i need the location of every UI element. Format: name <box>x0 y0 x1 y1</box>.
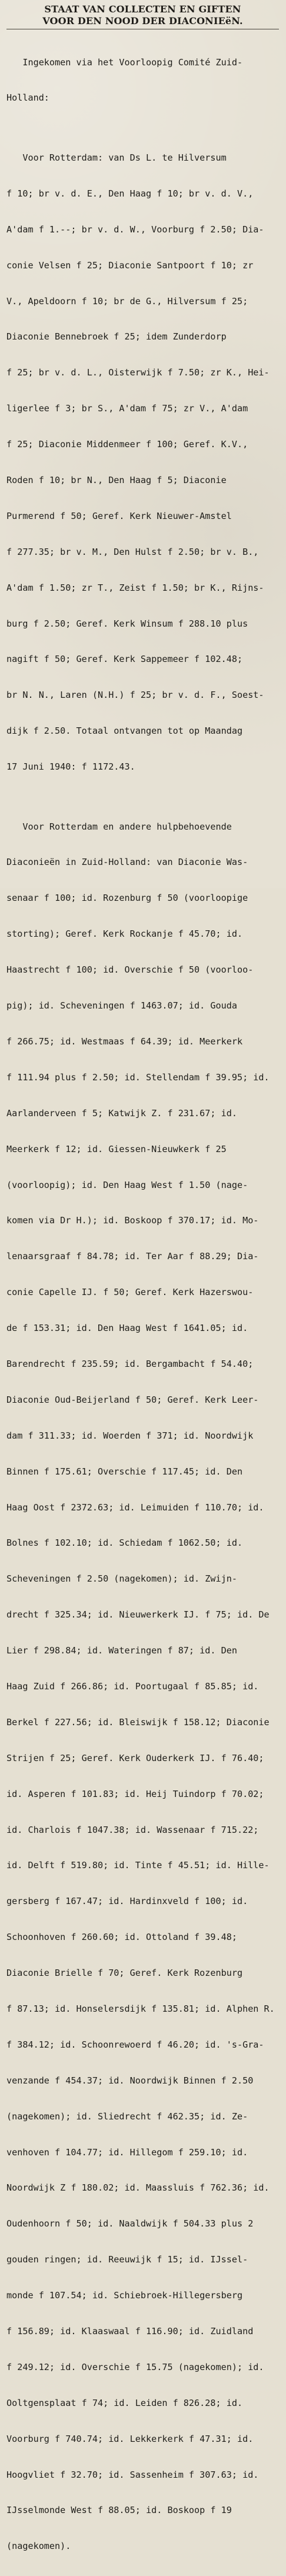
article-line: dam f 311.33; id. Woerden f 371; id. Noordwijk <box>6 1430 254 1441</box>
article-line: Diaconie Oud-Beijerland f 50; Geref. Kerk Leer- <box>6 1394 259 1405</box>
article-line: Voor Rotterdam en andere hulpbehoevende <box>6 821 232 832</box>
article-line: f 156.89; id. Klaaswaal f 116.90; id. Zuidland <box>6 2326 254 2337</box>
article-line: (nagekomen). <box>6 2541 71 2552</box>
article-line: Binnen f 175.61; Overschie f 117.45; id. Den <box>6 1466 243 1477</box>
article-line: f 87.13; id. Honselersdijk f 135.81; id. Alphen R. <box>6 2003 275 2014</box>
article-line: lenaarsgraaf f 84.78; id. Ter Aar f 88.29; Dia- <box>6 1251 259 1262</box>
article-line: Diaconieën in Zuid-Holland: van Diaconie Was- <box>6 857 248 868</box>
article-line: Diaconie Bennebroek f 25; idem Zunderdorp <box>6 331 227 342</box>
article-line: komen via Dr H.); id. Boskoop f 370.17; id. Mo- <box>6 1215 259 1226</box>
article-body <box>6 32 279 2576</box>
article-line: A'dam f 1.50; zr T., Zeist f 1.50; br K., Rijns- <box>6 582 264 593</box>
article-line: 17 Juni 1940: f 1172.43. <box>6 761 135 773</box>
article-line: Lier f 298.84; id. Wateringen f 87; id. Den <box>6 1645 237 1656</box>
article-line: Scheveningen f 2.50 (nagekomen); id. Zwijn- <box>6 1573 237 1585</box>
article-line: gouden ringen; id. Reeuwijk f 15; id. IJssel- <box>6 2254 248 2265</box>
article-line: f 10; br v. d. E., Den Haag f 10; br v. d. V., <box>6 188 254 199</box>
article-line: Purmerend f 50; Geref. Kerk Nieuwer-Amstel <box>6 510 232 521</box>
article-line: de f 153.31; id. Den Haag West f 1641.05; id. <box>6 1323 248 1334</box>
article-line: id. Delft f 519.80; id. Tinte f 45.51; id. Hille- <box>6 1860 270 1871</box>
article-line: Strijen f 25; Geref. Kerk Ouderkerk IJ. f 76.40; <box>6 1752 264 1763</box>
article-line: f 111.94 plus f 2.50; id. Stellendam f 39.95; id. <box>6 1071 270 1083</box>
article-line: Bolnes f 102.10; id. Schiedam f 1062.50; id. <box>6 1537 243 1549</box>
article-line: drecht f 325.34; id. Nieuwerkerk IJ. f 75; id. De <box>6 1609 270 1620</box>
article-line: Hoogvliet f 32.70; id. Sassenheim f 307.63; id. <box>6 2469 259 2480</box>
article-line: pig); id. Scheveningen f 1463.07; id. Gouda <box>6 1000 237 1011</box>
article-line: venzande f 454.37; id. Noordwijk Binnen f 2.50 <box>6 2075 254 2086</box>
article-line: Schoonhoven f 260.60; id. Ottoland f 39.48; <box>6 1932 237 1943</box>
article-line: f 277.35; br v. M., Den Hulst f 2.50; br v. B., <box>6 546 259 557</box>
article-line: dijk f 2.50. Totaal ontvangen tot op Maandag <box>6 725 243 737</box>
intro-line: Holland: <box>6 92 49 104</box>
article-line: Voor Rotterdam: van Ds L. te Hilversum <box>6 152 227 163</box>
article-line: (nagekomen); id. Sliedrecht f 462.35; id. Ze- <box>6 2111 248 2122</box>
article-line: Haag Oost f 2372.63; id. Leimuiden f 110.70; id. <box>6 1502 264 1513</box>
article-line: Berkel f 227.56; id. Bleiswijk f 158.12; Diaconie <box>6 1716 270 1728</box>
title-line-1: STAAT VAN COLLECTEN EN GIFTEN <box>44 4 241 15</box>
article-line: (voorloopig); id. Den Haag West f 1.50 (nage- <box>6 1179 248 1190</box>
article-line: br N. N., Laren (N.H.) f 25; br v. d. F., Soest- <box>6 690 264 701</box>
article-line: A'dam f 1.--; br v. d. W., Voorburg f 2.50; Dia- <box>6 224 264 235</box>
article-line: id. Asperen f 101.83; id. Heij Tuindorp f 70.02; <box>6 1788 264 1799</box>
rotterdam-paragraph <box>6 128 279 797</box>
article-line: ligerlee f 3; br S., A'dam f 75; zr V., A'dam <box>6 403 248 414</box>
article-line: Noordwijk Z f 180.02; id. Maassluis f 762.36; id. <box>6 2182 270 2194</box>
article-line: Haag Zuid f 266.86; id. Poortugaal f 85.85; id. <box>6 1680 259 1692</box>
zuid-holland-paragraph <box>6 797 279 2576</box>
article-line: f 25; br v. d. L., Oisterwijk f 7.50; zr K., Hei- <box>6 367 270 378</box>
title-line-2: VOOR DEN NOOD DER DIACONIEëN. <box>42 15 243 26</box>
article-line: venhoven f 104.77; id. Hillegom f 259.10; id. <box>6 2146 248 2158</box>
article-line: burg f 2.50; Geref. Kerk Winsum f 288.10 plus <box>6 618 248 629</box>
article-line: f 249.12; id. Overschie f 15.75 (nagekomen); id. <box>6 2361 264 2372</box>
article-line: f 266.75; id. Westmaas f 64.39; id. Meerkerk <box>6 1036 243 1047</box>
article-line: Diaconie Brielle f 70; Geref. Kerk Rozenburg <box>6 1968 243 1979</box>
article-line: Oudenhoorn f 50; id. Naaldwijk f 504.33 plus 2 <box>6 2218 254 2229</box>
article-line: conie Capelle IJ. f 50; Geref. Kerk Hazerswou- <box>6 1287 254 1298</box>
article-line: monde f 107.54; id. Schiebroek-Hillegersberg <box>6 2290 243 2301</box>
intro-paragraph <box>6 32 279 128</box>
article-line: Voorburg f 740.74; id. Lekkerkerk f 47.31; id. <box>6 2433 254 2444</box>
intro-line: Ingekomen via het Voorloopig Comité Zuid- <box>6 56 243 68</box>
article-line: Haastrecht f 100; id. Overschie f 50 (voorloo- <box>6 964 254 976</box>
article-line: V., Apeldoorn f 10; br de G., Hilversum f 25; <box>6 295 248 307</box>
article-line: senaar f 100; id. Rozenburg f 50 (voorloopige <box>6 893 248 904</box>
article-line: f 384.12; id. Schoonrewoerd f 46.20; id. 's-Gra- <box>6 2039 264 2050</box>
article-line: Aarlanderveen f 5; Katwijk Z. f 231.67; id. <box>6 1107 237 1119</box>
article-line: id. Charlois f 1047.38; id. Wassenaar f 715.22; <box>6 1824 259 1835</box>
article-line: storting); Geref. Kerk Rockanje f 45.70; id. <box>6 928 243 940</box>
article-line: conie Velsen f 25; Diaconie Santpoort f 10; zr <box>6 259 254 271</box>
article-line: Roden f 10; br N., Den Haag f 5; Diaconie <box>6 474 227 485</box>
article-line: Barendrecht f 235.59; id. Bergambacht f 54.40; <box>6 1358 254 1369</box>
article-line: f 25; Diaconie Middenmeer f 100; Geref. K.V., <box>6 439 248 450</box>
article-line: IJsselmonde West f 88.05; id. Boskoop f 19 <box>6 2505 232 2516</box>
article-line: nagift f 50; Geref. Kerk Sappemeer f 102.48; <box>6 654 243 665</box>
page-title <box>6 4 279 27</box>
article-line: Ooltgensplaat f 74; id. Leiden f 826.28; id. <box>6 2397 243 2408</box>
article-line: Meerkerk f 12; id. Giessen-Nieuwkerk f 25 <box>6 1143 227 1154</box>
article-line: gersberg f 167.47; id. Hardinxveld f 100; id. <box>6 1896 248 1907</box>
